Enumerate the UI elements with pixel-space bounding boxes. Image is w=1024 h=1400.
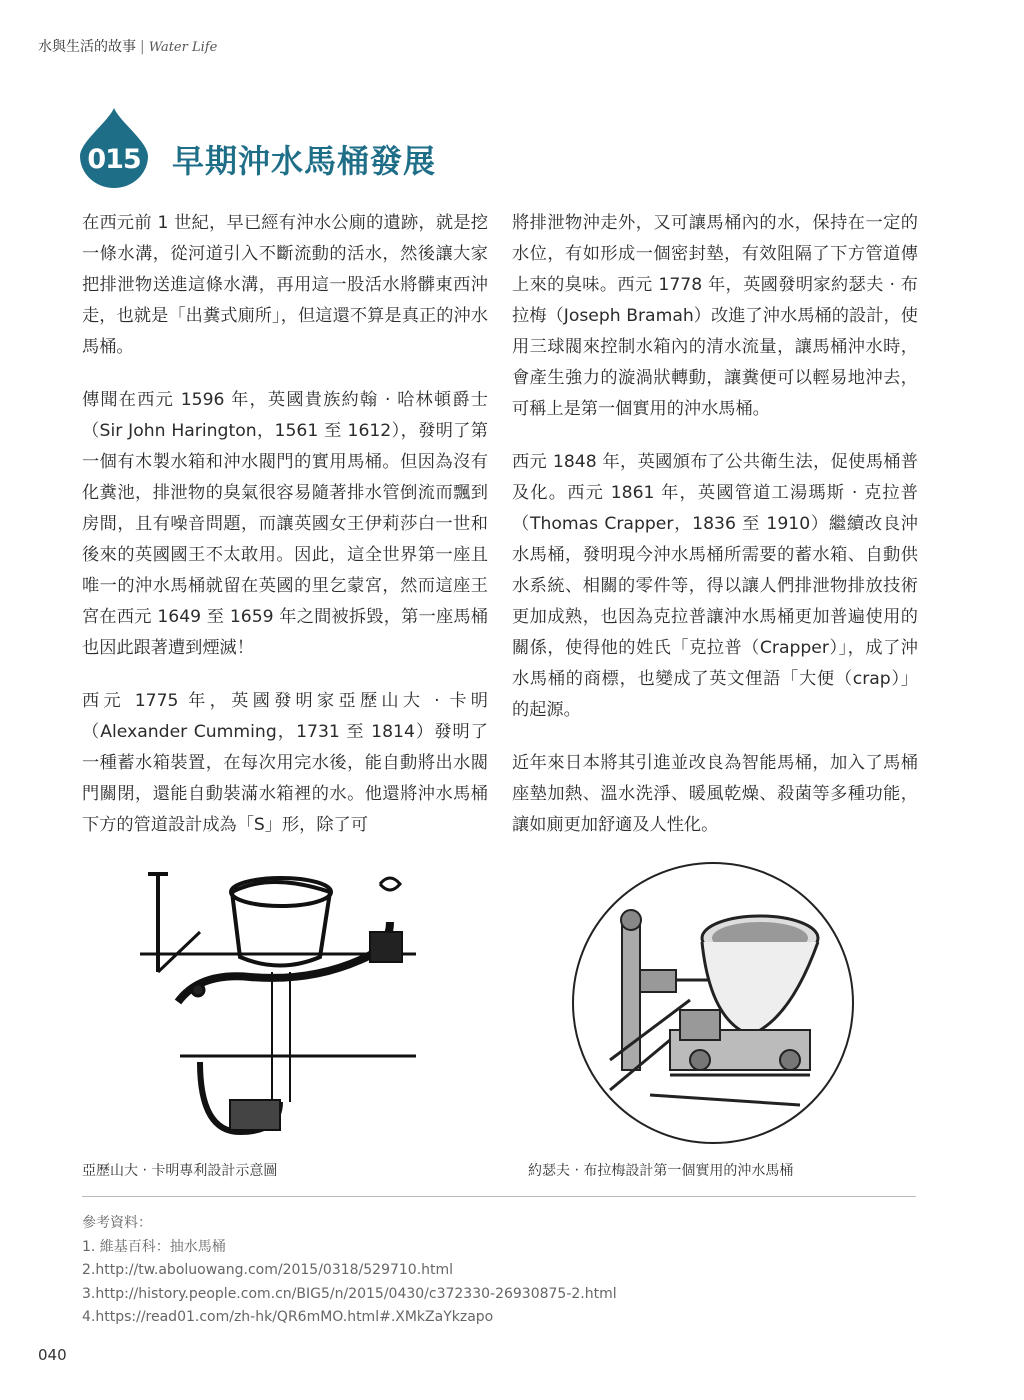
figure-caption-right: 約瑟夫 ‧ 布拉梅設計第一個實用的沖水馬桶	[528, 1163, 794, 1179]
article-number: 015	[87, 144, 141, 175]
header-title-zh: 水與生活的故事	[38, 39, 136, 55]
reference-link[interactable]: 3.http://history.people.com.cn/BIG5/n/2015/0430/c372330-26930875-2.html	[82, 1285, 617, 1302]
header-title-en: Water Life	[148, 40, 218, 55]
paragraph: 近年來日本將其引進並改良為智能馬桶，加入了馬桶座墊加熱、溫水洗淨、暖風乾燥、殺菌等多種功能，讓如廁更加舒適及人性化。	[512, 753, 918, 835]
body-right-column	[512, 208, 918, 863]
figure-caption-left: 亞歷山大 ‧ 卡明專利設計示意圖	[82, 1163, 278, 1179]
paragraph: 西元 1848 年，英國頒布了公共衛生法，促使馬桶普及化。西元 1861 年，英國管道工湯瑪斯 ‧ 克拉普（Thomas Crapper，1836 至 1910）繼續改良沖水馬桶，發明現今沖水馬桶所需要的蓄水箱、自動供水系統、相關的零件等，得以讓人們排泄物排放技術更加成熟，也因為克拉普讓沖水馬桶更加普遍使用的關係，使得他的姓氏「克拉普（Crapper）」，成了沖水馬桶的商標，也變成了英文俚語「大便（crap）」的起源。	[512, 452, 918, 720]
paragraph: 將排泄物沖走外，又可讓馬桶內的水，保持在一定的水位，有如形成一個密封墊，有效阻隔了下方管道傳上來的臭味。西元 1778 年，英國發明家約瑟夫 ‧ 布拉梅（Joseph Bramah）改進了沖水馬桶的設計，使用三球閥來控制水箱內的清水流量，讓馬桶沖水時，會產生強力的漩渦狀轉動，讓糞便可以輕易地沖去，可稱上是第一個實用的沖水馬桶。	[512, 213, 918, 419]
cumming-patent-illustration	[140, 862, 416, 1148]
references	[82, 1212, 617, 1330]
paragraph: 在西元前 1 世紀，早已經有沖水公廁的遺跡，就是挖一條水溝，從河道引入不斷流動的活水，然後讓大家把排泄物送進這條水溝，再用這一股活水將髒東西沖走，也就是「出糞式廁所」，但這還不算是真正的沖水馬桶。	[82, 213, 488, 357]
bramah-toilet-illustration	[570, 860, 856, 1146]
references-heading: 參考資料：	[82, 1215, 152, 1231]
reference-link[interactable]: 2.http://tw.aboluowang.com/2015/0318/529710.html	[82, 1262, 454, 1278]
page-number: 040	[38, 1346, 67, 1364]
paragraph: 傳聞在西元 1596 年，英國貴族約翰 ‧ 哈林頓爵士（Sir John Harington，1561 至 1612），發明了第一個有木製水箱和沖水閥門的實用馬桶。但因為沒有化糞池，排泄物的臭氣很容易隨著排水管倒流而飄到房間，且有噪音問題，而讓英國女王伊莉莎白一世和後來的英國國王不太敢用。因此，這全世界第一座且唯一的沖水馬桶就留在英國的里乞蒙宮，然而這座王宮在西元 1649 至 1659 年之間被拆毀，第一座馬桶也因此跟著遭到煙滅！	[82, 390, 488, 658]
article-title: 早期沖水馬桶發展	[172, 142, 437, 180]
reference-link[interactable]: 4.https://read01.com/zh-hk/QR6mMO.html#.XMkZaYkzapo	[82, 1309, 494, 1325]
body-left-column	[82, 208, 488, 863]
running-header	[38, 36, 217, 56]
water-drop-badge	[80, 108, 148, 188]
header-separator: |	[140, 39, 145, 55]
reference-item: 1. 維基百科：抽水馬桶	[82, 1238, 226, 1255]
divider	[82, 1196, 916, 1197]
paragraph: 西元 1775 年，英國發明家亞歷山大 ‧ 卡明（Alexander Cumming，1731 至 1814）發明了一種蓄水箱裝置，在每次用完水後，能自動將出水閥門關閉，還能自動裝滿水箱裡的水。他還將沖水馬桶下方的管道設計成為「S」形，除了可	[82, 691, 488, 835]
